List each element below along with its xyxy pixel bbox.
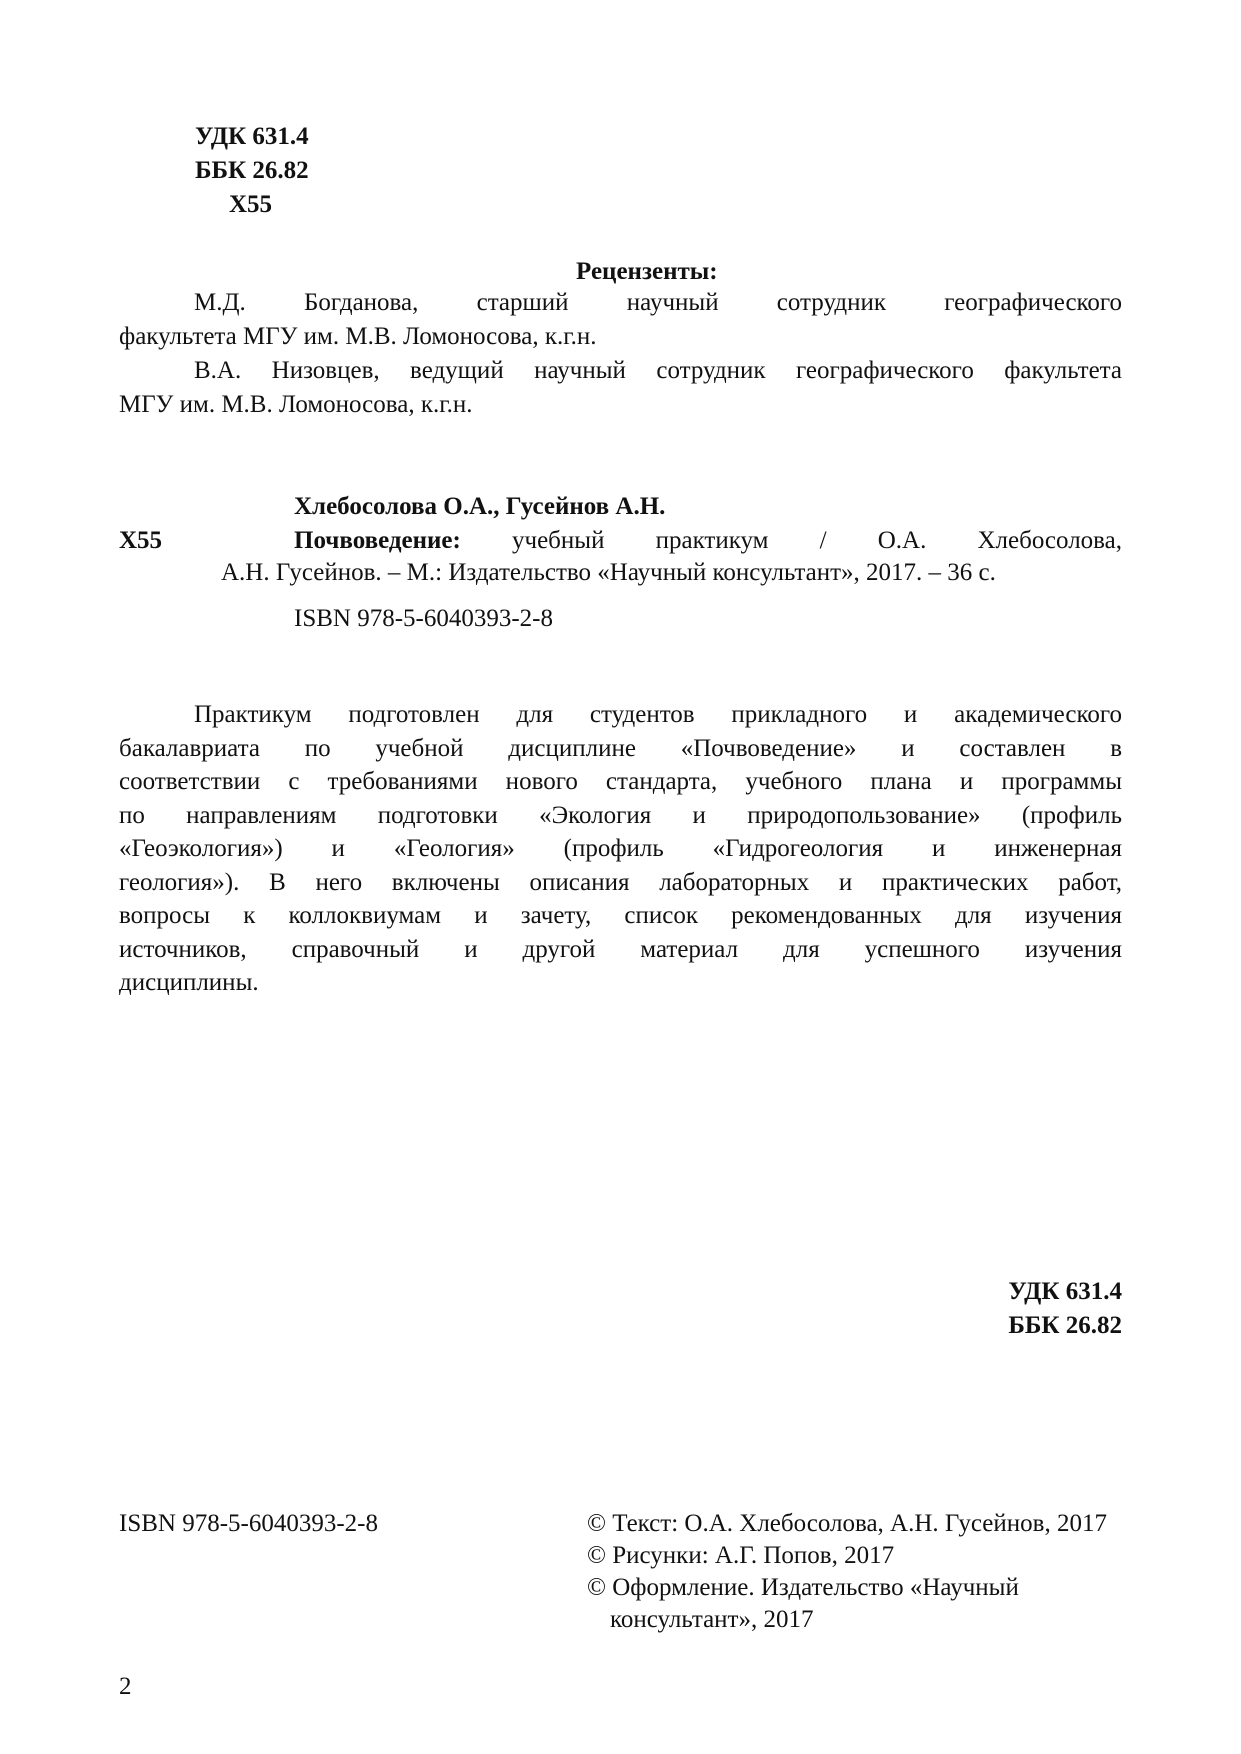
footer-bbk-code: ББК 26.82 xyxy=(1008,1312,1122,1339)
abstract-line: бакалавриата по учебной дисциплине «Почвоведение» и составлен в xyxy=(119,734,1122,762)
abstract-line: Практикум подготовлен для студентов прикладного и академического xyxy=(194,701,1122,728)
abstract-line: источников, справочный и другой материал для успешного изучения xyxy=(119,935,1122,963)
abstract-line: соответствии с требованиями нового стандарта, учебного плана и программы xyxy=(119,768,1122,795)
reviewer-2 xyxy=(119,354,1122,421)
page-number: 2 xyxy=(119,1673,132,1700)
reviewer-1-line-1: М.Д. Богданова, старший научный сотрудник географического xyxy=(194,289,1123,316)
reviewers-title: Рецензенты: xyxy=(576,258,718,285)
footer-udk-code: УДК 631.4 xyxy=(1008,1278,1122,1305)
copyright-design-continued: консультант», 2017 xyxy=(610,1606,814,1633)
abstract-line: «Геоэкология») и «Геология» (профиль «Гидрогеология и инженерная xyxy=(119,835,1122,862)
bib-title-line xyxy=(294,524,1122,558)
copyright-text: © Текст: О.А. Хлебосолова, А.Н. Гусейнов, 2017 xyxy=(587,1510,1107,1537)
imprint-isbn: ISBN 978-5-6040393-2-8 xyxy=(119,1510,379,1537)
abstract-line: дисциплины. xyxy=(119,969,259,996)
bib-title: Почвоведение: xyxy=(294,527,461,554)
copyright-design: © Оформление. Издательство «Научный xyxy=(587,1574,1019,1601)
bib-authors: Хлебосолова О.А., Гусейнов А.Н. xyxy=(294,493,666,520)
bib-publisher-line: А.Н. Гусейнов. – М.: Издательство «Научный консультант», 2017. – 36 с. xyxy=(221,559,996,586)
bbk-code: ББК 26.82 xyxy=(195,157,309,184)
reviewer-1 xyxy=(119,286,1122,353)
bib-isbn: ISBN 978-5-6040393-2-8 xyxy=(294,605,554,632)
copyright-drawings: © Рисунки: А.Г. Попов, 2017 xyxy=(587,1542,895,1569)
reviewer-2-line-1: В.А. Низовцев, ведущий научный сотрудник географического факультета xyxy=(194,357,1122,384)
reviewer-1-line-2: факультета МГУ им. М.В. Ломоносова, к.г.н. xyxy=(119,322,597,350)
udk-code: УДК 631.4 xyxy=(195,123,309,150)
abstract xyxy=(119,698,1122,1000)
abstract-line: по направлениям подготовки «Экология и природопользование» (профиль xyxy=(119,801,1122,829)
reviewer-2-line-2: МГУ им. М.В. Ломоносова, к.г.н. xyxy=(119,390,473,418)
abstract-line: геология»). В него включены описания лабораторных и практических работ, xyxy=(119,868,1122,896)
bib-title-rest: учебный практикум / О.А. Хлебосолова, xyxy=(512,527,1122,554)
bib-code: Х55 xyxy=(119,527,163,554)
abstract-line: вопросы к коллоквиумам и зачету, список рекомендованных для изучения xyxy=(119,902,1122,929)
author-sign: Х55 xyxy=(229,191,273,218)
